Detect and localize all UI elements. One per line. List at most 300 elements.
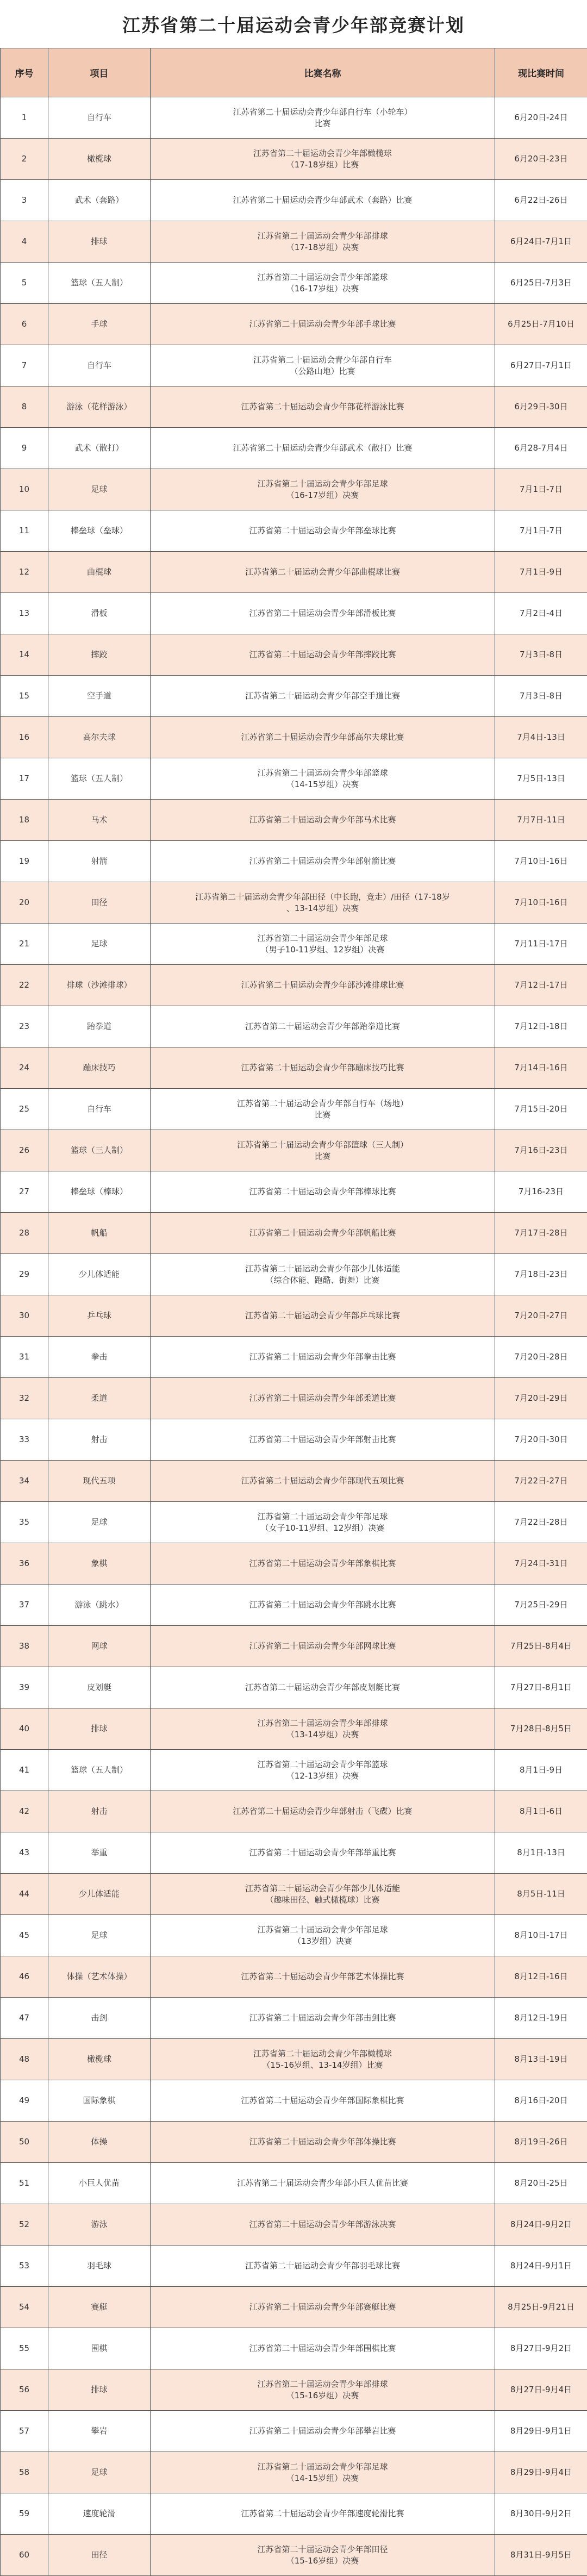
- row-number: 52: [1, 2204, 48, 2246]
- row-number: 31: [1, 1337, 48, 1378]
- table-row: [1, 2287, 587, 2328]
- row-time: 8月12日-16日: [495, 1956, 587, 1998]
- row-time: 8月5日-11日: [495, 1874, 587, 1915]
- row-project: 国际象棋: [48, 2080, 151, 2122]
- row-number: 26: [1, 1130, 48, 1171]
- table-row: [1, 2411, 587, 2452]
- table-row: [1, 1874, 587, 1915]
- table-row: [1, 2163, 587, 2204]
- table-row: [1, 2452, 587, 2493]
- row-event-name: 江苏省第二十届运动会青少年部足球 （16-17岁组）决赛: [151, 469, 495, 510]
- row-time: 7月12日-17日: [495, 965, 587, 1006]
- row-event-name: 江苏省第二十届运动会青少年部皮划艇比赛: [151, 1667, 495, 1708]
- row-event-name: 江苏省第二十届运动会青少年部田径（中长跑，竞走）/田径（17-18岁 、13-14岁组）决赛: [151, 882, 495, 924]
- row-project: 滑板: [48, 593, 151, 634]
- row-time: 7月20日-27日: [495, 1295, 587, 1337]
- row-time: 7月5日-13日: [495, 758, 587, 800]
- row-time: 7月10日-16日: [495, 841, 587, 882]
- row-number: 32: [1, 1378, 48, 1419]
- row-project: 少儿体适能: [48, 1254, 151, 1295]
- table-row: [1, 1750, 587, 1791]
- row-event-name: 江苏省第二十届运动会青少年部手球比赛: [151, 304, 495, 345]
- row-time: 6月27日-7月1日: [495, 345, 587, 386]
- row-event-name: 江苏省第二十届运动会青少年部蹦床技巧比赛: [151, 1047, 495, 1089]
- row-project: 田径: [48, 2535, 151, 2576]
- row-time: 7月1日-7日: [495, 510, 587, 552]
- row-event-name: 江苏省第二十届运动会青少年部篮球 （14-15岁组）决赛: [151, 758, 495, 800]
- header-event-name: 比赛名称: [151, 48, 495, 97]
- row-number: 40: [1, 1708, 48, 1750]
- table-row: [1, 1254, 587, 1295]
- row-project: 体操: [48, 2122, 151, 2163]
- table-row: [1, 304, 587, 345]
- row-project: 柔道: [48, 1378, 151, 1419]
- row-time: 8月12日-19日: [495, 1998, 587, 2039]
- row-number: 58: [1, 2452, 48, 2493]
- row-time: 6月25日-7月10日: [495, 304, 587, 345]
- row-number: 41: [1, 1750, 48, 1791]
- row-event-name: 江苏省第二十届运动会青少年部小巨人优苗比赛: [151, 2163, 495, 2204]
- row-time: 7月28日-8月5日: [495, 1708, 587, 1750]
- row-project: 篮球（三人制）: [48, 1130, 151, 1171]
- row-time: 7月1日-7日: [495, 469, 587, 510]
- table-row: [1, 800, 587, 841]
- row-project: 棒垒球（棒球）: [48, 1171, 151, 1213]
- row-project: 排球（沙滩排球）: [48, 965, 151, 1006]
- row-time: 8月19日-26日: [495, 2122, 587, 2163]
- row-project: 足球: [48, 2452, 151, 2493]
- row-project: 自行车: [48, 97, 151, 139]
- table-row: [1, 1832, 587, 1874]
- row-project: 皮划艇: [48, 1667, 151, 1708]
- row-time: 7月22日-27日: [495, 1461, 587, 1502]
- row-project: 棒垒球（垒球）: [48, 510, 151, 552]
- row-project: 射击: [48, 1791, 151, 1832]
- table-row: [1, 1378, 587, 1419]
- table-row: [1, 1419, 587, 1461]
- row-event-name: 江苏省第二十届运动会青少年部柔道比赛: [151, 1378, 495, 1419]
- table-row: [1, 758, 587, 800]
- row-time: 6月22日-26日: [495, 180, 587, 221]
- row-time: 7月24日-31日: [495, 1543, 587, 1585]
- row-project: 现代五项: [48, 1461, 151, 1502]
- table-row: [1, 2204, 587, 2246]
- table-row: [1, 924, 587, 965]
- row-time: 8月13日-19日: [495, 2039, 587, 2080]
- row-time: 7月16日-23日: [495, 1130, 587, 1171]
- row-project: 高尔夫球: [48, 717, 151, 758]
- row-project: 拳击: [48, 1337, 151, 1378]
- table-row: [1, 469, 587, 510]
- table-row: [1, 510, 587, 552]
- header-row: [1, 48, 587, 97]
- table-row: [1, 717, 587, 758]
- row-event-name: 江苏省第二十届运动会青少年部帆船比赛: [151, 1213, 495, 1254]
- row-event-name: 江苏省第二十届运动会青少年部赛艇比赛: [151, 2287, 495, 2328]
- row-event-name: 江苏省第二十届运动会青少年部足球 （13岁组）决赛: [151, 1915, 495, 1956]
- row-number: 16: [1, 717, 48, 758]
- row-project: 自行车: [48, 1089, 151, 1130]
- row-number: 21: [1, 924, 48, 965]
- row-event-name: 江苏省第二十届运动会青少年部跳水比赛: [151, 1585, 495, 1626]
- row-event-name: 江苏省第二十届运动会青少年部曲棍球比赛: [151, 552, 495, 593]
- table-row: [1, 1626, 587, 1667]
- row-number: 56: [1, 2369, 48, 2411]
- row-number: 11: [1, 510, 48, 552]
- row-time: 8月29日-9月1日: [495, 2411, 587, 2452]
- table-row: [1, 263, 587, 304]
- row-project: 举重: [48, 1832, 151, 1874]
- row-number: 44: [1, 1874, 48, 1915]
- row-time: 6月25日-7月3日: [495, 263, 587, 304]
- row-project: 游泳: [48, 2204, 151, 2246]
- table-row: [1, 180, 587, 221]
- row-event-name: 江苏省第二十届运动会青少年部花样游泳比赛: [151, 386, 495, 428]
- row-number: 6: [1, 304, 48, 345]
- row-event-name: 江苏省第二十届运动会青少年部象棋比赛: [151, 1543, 495, 1585]
- row-project: 蹦床技巧: [48, 1047, 151, 1089]
- table-row: [1, 139, 587, 180]
- table-row: [1, 552, 587, 593]
- row-number: 43: [1, 1832, 48, 1874]
- row-project: 篮球（五人制）: [48, 263, 151, 304]
- row-event-name: 江苏省第二十届运动会青少年部足球 （女子10-11岁组、12岁组）决赛: [151, 1502, 495, 1543]
- row-project: 足球: [48, 924, 151, 965]
- row-project: 射箭: [48, 841, 151, 882]
- table-row: [1, 882, 587, 924]
- row-number: 15: [1, 676, 48, 717]
- table-row: [1, 634, 587, 676]
- row-project: 曲棍球: [48, 552, 151, 593]
- table-row: [1, 386, 587, 428]
- row-event-name: 江苏省第二十届运动会青少年部现代五项比赛: [151, 1461, 495, 1502]
- table-row: [1, 1956, 587, 1998]
- row-number: 42: [1, 1791, 48, 1832]
- table-row: [1, 2246, 587, 2287]
- row-number: 38: [1, 1626, 48, 1667]
- row-number: 3: [1, 180, 48, 221]
- row-time: 7月25日-29日: [495, 1585, 587, 1626]
- row-event-name: 江苏省第二十届运动会青少年部足球 （14-15岁组）决赛: [151, 2452, 495, 2493]
- table-row: [1, 676, 587, 717]
- row-time: 8月24日-9月1日: [495, 2246, 587, 2287]
- row-project: 速度轮滑: [48, 2493, 151, 2535]
- table-row: [1, 1089, 587, 1130]
- row-event-name: 江苏省第二十届运动会青少年部射击（飞碟）比赛: [151, 1791, 495, 1832]
- table-row: [1, 1337, 587, 1378]
- row-event-name: 江苏省第二十届运动会青少年部田径 （15-16岁组）决赛: [151, 2535, 495, 2576]
- row-number: 29: [1, 1254, 48, 1295]
- row-time: 7月7日-11日: [495, 800, 587, 841]
- header-time: 现比赛时间: [495, 48, 587, 97]
- row-event-name: 江苏省第二十届运动会青少年部跆拳道比赛: [151, 1006, 495, 1047]
- row-project: 少儿体适能: [48, 1874, 151, 1915]
- row-number: 47: [1, 1998, 48, 2039]
- row-event-name: 江苏省第二十届运动会青少年部乒乓球比赛: [151, 1295, 495, 1337]
- row-event-name: 江苏省第二十届运动会青少年部棒球比赛: [151, 1171, 495, 1213]
- row-project: 排球: [48, 1708, 151, 1750]
- row-number: 48: [1, 2039, 48, 2080]
- table-row: [1, 1998, 587, 2039]
- row-number: 59: [1, 2493, 48, 2535]
- row-time: 8月24日-9月2日: [495, 2204, 587, 2246]
- table-row: [1, 1213, 587, 1254]
- row-project: 跆拳道: [48, 1006, 151, 1047]
- row-time: 7月20日-28日: [495, 1337, 587, 1378]
- table-row: [1, 1130, 587, 1171]
- row-time: 6月24日-7月1日: [495, 221, 587, 263]
- row-number: 25: [1, 1089, 48, 1130]
- row-event-name: 江苏省第二十届运动会青少年部射击比赛: [151, 1419, 495, 1461]
- row-number: 34: [1, 1461, 48, 1502]
- row-number: 10: [1, 469, 48, 510]
- table-row: [1, 1543, 587, 1585]
- row-time: 8月16日-20日: [495, 2080, 587, 2122]
- table-row: [1, 1047, 587, 1089]
- row-time: 7月15日-20日: [495, 1089, 587, 1130]
- row-number: 39: [1, 1667, 48, 1708]
- table-row: [1, 2493, 587, 2535]
- row-number: 45: [1, 1915, 48, 1956]
- row-event-name: 江苏省第二十届运动会青少年部国际象棋比赛: [151, 2080, 495, 2122]
- row-event-name: 江苏省第二十届运动会青少年部武术（套路）比赛: [151, 180, 495, 221]
- row-number: 24: [1, 1047, 48, 1089]
- table-row: [1, 841, 587, 882]
- row-event-name: 江苏省第二十届运动会青少年部排球 （13-14岁组）决赛: [151, 1708, 495, 1750]
- page-title: 江苏省第二十届运动会青少年部竞赛计划: [0, 0, 587, 49]
- row-number: 60: [1, 2535, 48, 2576]
- row-event-name: 江苏省第二十届运动会青少年部空手道比赛: [151, 676, 495, 717]
- row-event-name: 江苏省第二十届运动会青少年部游泳决赛: [151, 2204, 495, 2246]
- row-event-name: 江苏省第二十届运动会青少年部网球比赛: [151, 1626, 495, 1667]
- row-project: 围棋: [48, 2328, 151, 2369]
- row-time: 8月10日-17日: [495, 1915, 587, 1956]
- row-project: 网球: [48, 1626, 151, 1667]
- row-time: 6月20日-24日: [495, 97, 587, 139]
- row-number: 23: [1, 1006, 48, 1047]
- row-event-name: 江苏省第二十届运动会青少年部橄榄球 （17-18岁组）比赛: [151, 139, 495, 180]
- row-project: 橄榄球: [48, 2039, 151, 2080]
- row-number: 53: [1, 2246, 48, 2287]
- row-number: 1: [1, 97, 48, 139]
- row-project: 体操（艺术体操）: [48, 1956, 151, 1998]
- row-number: 30: [1, 1295, 48, 1337]
- row-time: 6月28-7月4日: [495, 428, 587, 469]
- row-time: 7月2日-4日: [495, 593, 587, 634]
- table-row: [1, 428, 587, 469]
- row-event-name: 江苏省第二十届运动会青少年部举重比赛: [151, 1832, 495, 1874]
- row-event-name: 江苏省第二十届运动会青少年部排球 （17-18岁组）决赛: [151, 221, 495, 263]
- row-time: 7月22日-28日: [495, 1502, 587, 1543]
- row-project: 射击: [48, 1419, 151, 1461]
- row-event-name: 江苏省第二十届运动会青少年部排球 （15-16岁组）决赛: [151, 2369, 495, 2411]
- row-event-name: 江苏省第二十届运动会青少年部马术比赛: [151, 800, 495, 841]
- row-number: 22: [1, 965, 48, 1006]
- row-number: 36: [1, 1543, 48, 1585]
- row-event-name: 江苏省第二十届运动会青少年部垒球比赛: [151, 510, 495, 552]
- row-project: 空手道: [48, 676, 151, 717]
- row-project: 摔跤: [48, 634, 151, 676]
- schedule-table: [0, 48, 587, 2576]
- row-time: 7月25日-8月4日: [495, 1626, 587, 1667]
- row-project: 橄榄球: [48, 139, 151, 180]
- row-project: 自行车: [48, 345, 151, 386]
- table-row: [1, 2328, 587, 2369]
- row-event-name: 江苏省第二十届运动会青少年部橄榄球 （15-16岁组、13-14岁组）比赛: [151, 2039, 495, 2080]
- header-no: 序号: [1, 48, 48, 97]
- row-project: 田径: [48, 882, 151, 924]
- row-number: 9: [1, 428, 48, 469]
- row-time: 7月3日-8日: [495, 634, 587, 676]
- row-time: 7月12日-18日: [495, 1006, 587, 1047]
- row-number: 2: [1, 139, 48, 180]
- row-event-name: 江苏省第二十届运动会青少年部摔跤比赛: [151, 634, 495, 676]
- row-number: 8: [1, 386, 48, 428]
- row-project: 游泳（花样游泳）: [48, 386, 151, 428]
- table-row: [1, 2369, 587, 2411]
- table-row: [1, 2122, 587, 2163]
- row-event-name: 江苏省第二十届运动会青少年部足球 （男子10-11岁组、12岁组）决赛: [151, 924, 495, 965]
- row-time: 8月31日-9月5日: [495, 2535, 587, 2576]
- row-number: 49: [1, 2080, 48, 2122]
- row-number: 51: [1, 2163, 48, 2204]
- row-number: 37: [1, 1585, 48, 1626]
- row-time: 6月29日-30日: [495, 386, 587, 428]
- row-time: 8月27日-9月4日: [495, 2369, 587, 2411]
- row-event-name: 江苏省第二十届运动会青少年部自行车（场地） 比赛: [151, 1089, 495, 1130]
- row-project: 足球: [48, 469, 151, 510]
- row-event-name: 江苏省第二十届运动会青少年部篮球 （16-17岁组）决赛: [151, 263, 495, 304]
- row-time: 8月1日-9日: [495, 1750, 587, 1791]
- row-event-name: 江苏省第二十届运动会青少年部射箭比赛: [151, 841, 495, 882]
- row-project: 象棋: [48, 1543, 151, 1585]
- row-project: 排球: [48, 221, 151, 263]
- row-event-name: 江苏省第二十届运动会青少年部篮球（三人制） 比赛: [151, 1130, 495, 1171]
- row-time: 7月17日-28日: [495, 1213, 587, 1254]
- row-number: 50: [1, 2122, 48, 2163]
- row-event-name: 江苏省第二十届运动会青少年部围棋比赛: [151, 2328, 495, 2369]
- row-number: 18: [1, 800, 48, 841]
- row-time: 7月27日-8月1日: [495, 1667, 587, 1708]
- row-time: 8月1日-6日: [495, 1791, 587, 1832]
- row-event-name: 江苏省第二十届运动会青少年部沙滩排球比赛: [151, 965, 495, 1006]
- header-project: 项目: [48, 48, 151, 97]
- table-row: [1, 1667, 587, 1708]
- table-row: [1, 1585, 587, 1626]
- row-project: 足球: [48, 1915, 151, 1956]
- row-time: 7月1日-9日: [495, 552, 587, 593]
- row-event-name: 江苏省第二十届运动会青少年部体操比赛: [151, 2122, 495, 2163]
- row-project: 武术（套路）: [48, 180, 151, 221]
- table-row: [1, 1708, 587, 1750]
- row-event-name: 江苏省第二十届运动会青少年部羽毛球比赛: [151, 2246, 495, 2287]
- row-number: 28: [1, 1213, 48, 1254]
- row-time: 7月11日-17日: [495, 924, 587, 965]
- row-project: 击剑: [48, 1998, 151, 2039]
- row-project: 乒乓球: [48, 1295, 151, 1337]
- row-number: 19: [1, 841, 48, 882]
- table-row: [1, 1006, 587, 1047]
- row-number: 14: [1, 634, 48, 676]
- row-project: 足球: [48, 1502, 151, 1543]
- table-row: [1, 593, 587, 634]
- table-row: [1, 1295, 587, 1337]
- row-number: 13: [1, 593, 48, 634]
- row-number: 17: [1, 758, 48, 800]
- row-event-name: 江苏省第二十届运动会青少年部自行车 （公路山地）比赛: [151, 345, 495, 386]
- row-number: 20: [1, 882, 48, 924]
- row-time: 8月29日-9月4日: [495, 2452, 587, 2493]
- row-time: 7月18日-23日: [495, 1254, 587, 1295]
- table-row: [1, 1461, 587, 1502]
- row-project: 攀岩: [48, 2411, 151, 2452]
- row-time: 7月14日-16日: [495, 1047, 587, 1089]
- row-time: 8月30日-9月2日: [495, 2493, 587, 2535]
- row-number: 27: [1, 1171, 48, 1213]
- table-row: [1, 2535, 587, 2576]
- row-number: 57: [1, 2411, 48, 2452]
- table-row: [1, 1171, 587, 1213]
- row-time: 8月25日-9月21日: [495, 2287, 587, 2328]
- row-number: 54: [1, 2287, 48, 2328]
- row-number: 46: [1, 1956, 48, 1998]
- table-row: [1, 345, 587, 386]
- row-project: 赛艇: [48, 2287, 151, 2328]
- row-time: 6月20日-23日: [495, 139, 587, 180]
- row-number: 33: [1, 1419, 48, 1461]
- row-event-name: 江苏省第二十届运动会青少年部高尔夫球比赛: [151, 717, 495, 758]
- table-body: [1, 97, 587, 2576]
- row-project: 排球: [48, 2369, 151, 2411]
- table-row: [1, 2080, 587, 2122]
- table-row: [1, 1502, 587, 1543]
- row-project: 游泳（跳水）: [48, 1585, 151, 1626]
- row-event-name: 江苏省第二十届运动会青少年部篮球 （12-13岁组）决赛: [151, 1750, 495, 1791]
- row-event-name: 江苏省第二十届运动会青少年部击剑比赛: [151, 1998, 495, 2039]
- row-project: 武术（散打）: [48, 428, 151, 469]
- row-number: 7: [1, 345, 48, 386]
- row-number: 35: [1, 1502, 48, 1543]
- table-row: [1, 1791, 587, 1832]
- row-project: 手球: [48, 304, 151, 345]
- row-project: 帆船: [48, 1213, 151, 1254]
- row-project: 羽毛球: [48, 2246, 151, 2287]
- row-time: 7月3日-8日: [495, 676, 587, 717]
- row-project: 小巨人优苗: [48, 2163, 151, 2204]
- row-time: 8月20日-25日: [495, 2163, 587, 2204]
- row-event-name: 江苏省第二十届运动会青少年部滑板比赛: [151, 593, 495, 634]
- row-event-name: 江苏省第二十届运动会青少年部自行车（小轮车） 比赛: [151, 97, 495, 139]
- row-time: 7月4日-13日: [495, 717, 587, 758]
- row-time: 8月27日-9月2日: [495, 2328, 587, 2369]
- row-time: 7月10日-16日: [495, 882, 587, 924]
- row-project: 马术: [48, 800, 151, 841]
- row-event-name: 江苏省第二十届运动会青少年部速度轮滑比赛: [151, 2493, 495, 2535]
- row-project: 篮球（五人制）: [48, 758, 151, 800]
- table-row: [1, 97, 587, 139]
- table-row: [1, 221, 587, 263]
- row-event-name: 江苏省第二十届运动会青少年部艺术体操比赛: [151, 1956, 495, 1998]
- table-row: [1, 1915, 587, 1956]
- table-row: [1, 965, 587, 1006]
- row-time: 8月1日-13日: [495, 1832, 587, 1874]
- row-time: 7月16-23日: [495, 1171, 587, 1213]
- row-event-name: 江苏省第二十届运动会青少年部少儿体适能 （综合体能、跑酷、街舞）比赛: [151, 1254, 495, 1295]
- row-project: 篮球（五人制）: [48, 1750, 151, 1791]
- row-number: 5: [1, 263, 48, 304]
- row-number: 12: [1, 552, 48, 593]
- row-time: 7月20日-30日: [495, 1419, 587, 1461]
